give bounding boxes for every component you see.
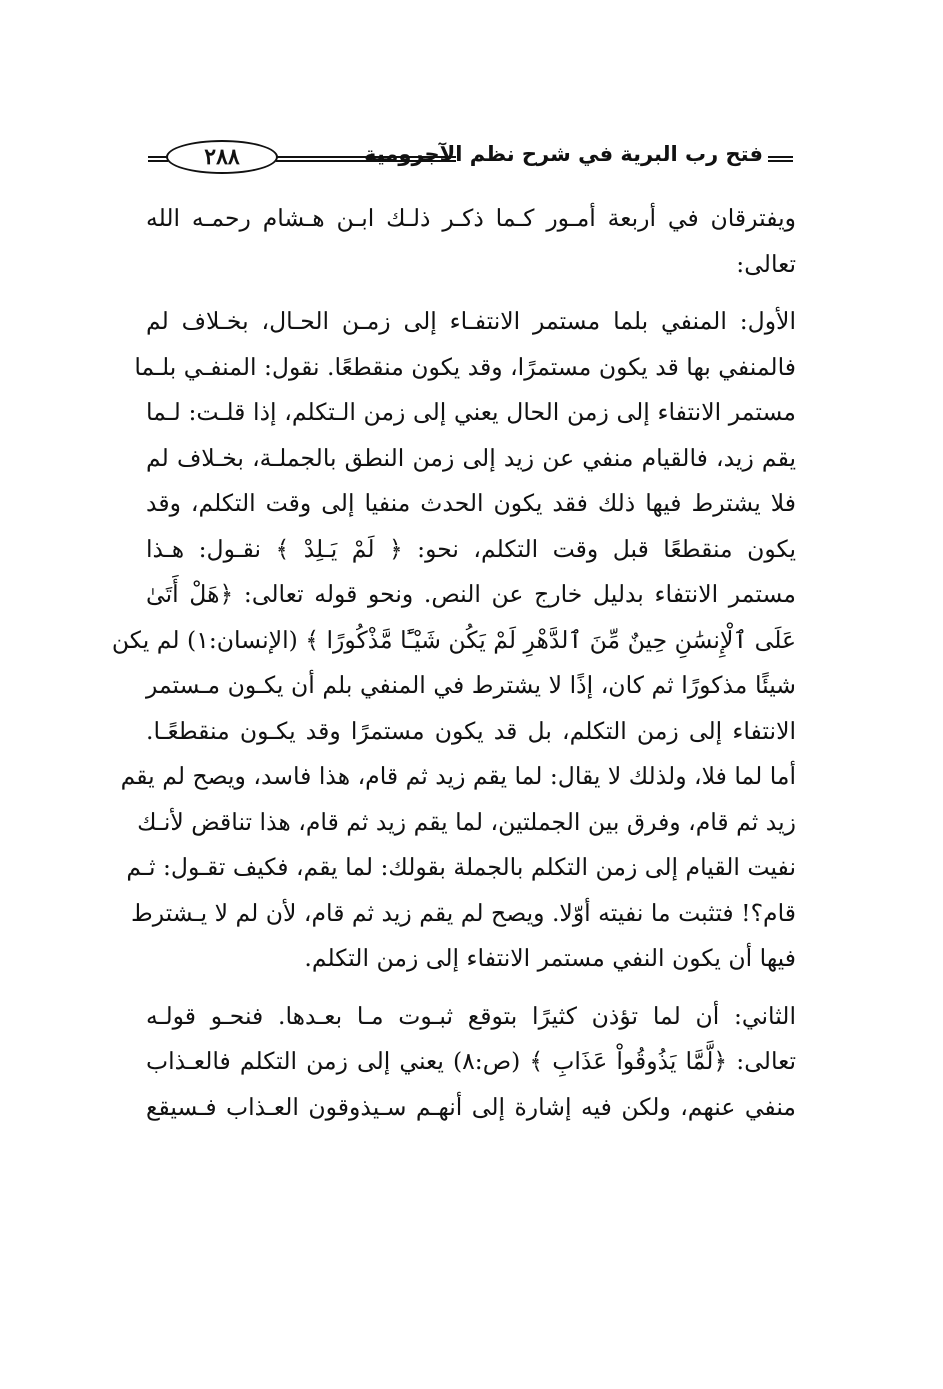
- paragraph-second-difference: [146, 994, 796, 1131]
- text-line: أما لما فلا، ولذلك لا يقال: لما يقم زيد ثم قام، هذا فاسد، ويصح لم يقم: [120, 762, 796, 790]
- text-line: الأول: المنفي بلما مستمر الانتفـاء إلى زمـن الحـال، بخـلاف لم: [146, 307, 796, 335]
- page-number: ٢٨٨: [166, 140, 278, 174]
- paragraph-first-difference: [111, 299, 796, 982]
- text-line: قام؟! فتثبت ما نفيته أوّلا. ويصح لم يقم زيد ثم قام، لأن لم لا يـشترط: [130, 898, 796, 927]
- text-line: عَلَى ٱلْإِنسَٰنِ حِينٌ مِّنَ ٱلدَّهْرِ لَمْ يَكُن شَيْـًٔا مَّذْكُورًا ﴾ (الإنسان:١) لم يكن: [111, 625, 796, 654]
- header-rule-left: [148, 156, 168, 162]
- text-line: الانتفاء إلى زمن التكلم، بل قد يكون مستمرًا وقد يكـون منقطعًـا.: [146, 716, 796, 745]
- text-line: مستمر الانتفاء إلى زمن الحال يعني إلى زمن الـتكلم، إذا قلـت: لـما: [146, 398, 796, 426]
- header-rule-right: [768, 156, 793, 162]
- text-line: نفيت القيام إلى زمن التكلم بالجملة بقولك: لما يقم، فكيف تقـول: ثـم: [126, 853, 796, 881]
- text-line: فيها أن يكون النفي مستمر الانتفاء إلى زمن التكلم.: [304, 944, 796, 972]
- text-line: منفي عنهم، ولكن فيه إشارة إلى أنهـم سـيذوقون العـذاب فـسيقع: [146, 1092, 796, 1121]
- text-line: يكون منقطعًا قبل وقت التكلم، نحو: ﴿ لَمْ يَـلِدْ ﴾ نقـول: هـذا: [146, 534, 796, 563]
- running-header: [148, 138, 793, 178]
- text-line: شيئًا مذكورًا ثم كان، إذًا لا يشترط في المنفي بلم أن يكـون مـستمر: [146, 671, 796, 699]
- text-line: مستمر الانتفاء بدليل خارج عن النص. ونحو قوله تعالى: ﴿هَلْ أَتَىٰ: [146, 580, 796, 608]
- text-line: تعالى: ﴿لَّمَّا يَذُوقُواْ عَذَابِ ﴾ (ص:٨) يعني إلى زمن التكلم فالعـذاب: [146, 1047, 796, 1075]
- paragraph-intro: [146, 196, 796, 287]
- text-line: يقم زيد، فالقيام منفي عن زيد إلى زمن النطق بالجملـة، بخـلاف لم: [146, 443, 796, 472]
- book-title: فتح رب البرية في شرح نظم الآجرومية: [364, 142, 763, 166]
- text-line: فالمنفي بها قد يكون مستمرًا، وقد يكون منقطعًا. نقول: المنفـي بلـما: [134, 352, 796, 381]
- text-line: الثاني: أن لما تؤذن كثيرًا بتوقع ثبـوت مـا بعـدها. فنحـو قولـه: [146, 1001, 796, 1030]
- text-line: زيد ثم قام، وفرق بين الجملتين، لما يقم زيد ثم قام، هذا تناقض لأنـك: [137, 807, 796, 836]
- text-line: فلا يشترط فيها ذلك فقد يكون الحدث منفيا إلى وقت التكلم، وقد: [146, 489, 796, 517]
- body-text: [111, 196, 796, 1130]
- text-line: ويفترقان في أربعة أمـور كـما ذكـر ذلـك ابـن هـشام رحمـه الله: [146, 204, 796, 232]
- text-line: تعالى:: [736, 249, 796, 278]
